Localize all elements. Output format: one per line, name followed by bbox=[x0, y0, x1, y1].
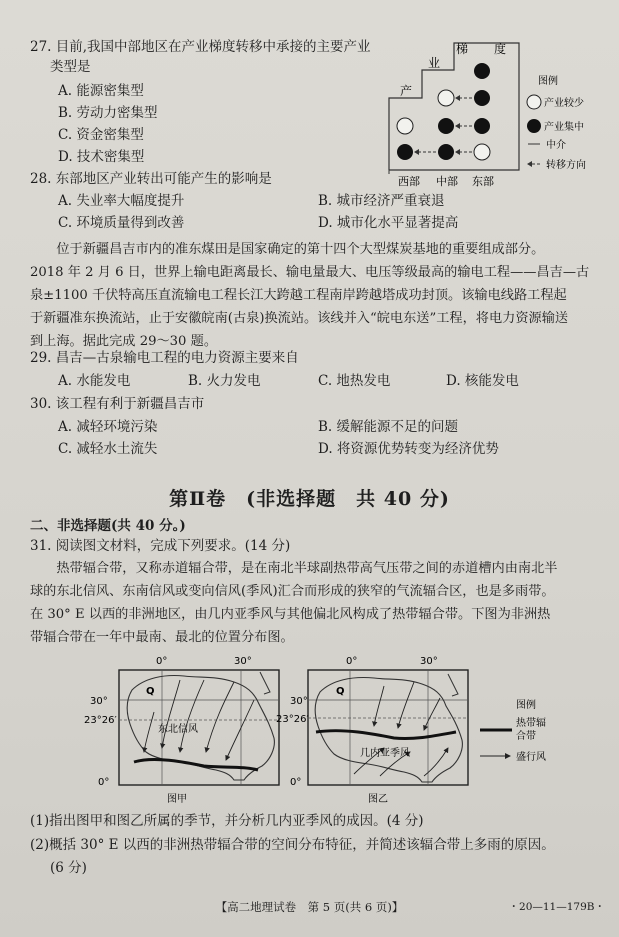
circle-central-1 bbox=[438, 90, 454, 106]
q29-option-a: A. 水能发电 bbox=[58, 373, 131, 389]
page-code: ・20—11—179B・ bbox=[508, 901, 605, 913]
passage-line: 球的东北信风、东南信风或变向信风(季风)汇合而形成的狭窄的气流辐合区，也是多雨带。 bbox=[30, 584, 555, 599]
maps-legend bbox=[480, 698, 546, 763]
map-jia bbox=[84, 656, 279, 805]
part2-header: 第Ⅱ卷 (非选择题 共 40 分) bbox=[169, 488, 450, 510]
q31-sub1: (1)指出图甲和图乙所属的季节，并分析几内亚季风的成因。(4 分) bbox=[30, 813, 424, 829]
q30-option-d: D. 将资源优势转变为经济优势 bbox=[318, 441, 499, 457]
map2-lat30: 30° bbox=[290, 696, 308, 707]
region-west: 西部 bbox=[398, 175, 420, 188]
map1-caption: 图甲 bbox=[167, 794, 187, 805]
passage-line: 在 30° E 以西的非洲地区，由几内亚季风与其他偏北风构成了热带辐合带。下图为非洲热 bbox=[30, 607, 551, 622]
map2-caption: 图乙 bbox=[368, 794, 388, 805]
legend-wind-label: 盛行风 bbox=[516, 752, 546, 763]
map1-lon0: 0° bbox=[156, 656, 168, 667]
circle-west-lower bbox=[397, 144, 413, 160]
map2-lat2326: 23°26′ bbox=[276, 714, 309, 725]
map1-lat30: 30° bbox=[90, 696, 108, 707]
map1-q-label: Q bbox=[146, 686, 155, 697]
legend-mid-label: 中介 bbox=[546, 140, 566, 151]
legend-arrow-label: 转移方向 bbox=[546, 160, 586, 171]
legend-few-label: 产业较少 bbox=[544, 98, 584, 109]
diagram-char-2: 业 bbox=[428, 56, 441, 70]
diagram-char-4: 度 bbox=[494, 42, 507, 56]
q31-stem: 31. 阅读图文材料，完成下列要求。(14 分) bbox=[30, 538, 291, 554]
q27-option-b: B. 劳动力密集型 bbox=[58, 105, 158, 121]
map2-itcz-line bbox=[316, 731, 456, 739]
legend-cluster-label: 产业集中 bbox=[544, 122, 584, 133]
q27-option-a: A. 能源密集型 bbox=[58, 83, 144, 99]
region-east: 东部 bbox=[472, 175, 494, 188]
map2-q-label: Q bbox=[336, 686, 345, 697]
circle-central-3 bbox=[438, 144, 454, 160]
q28-option-a: A. 失业率大幅度提升 bbox=[58, 193, 185, 209]
q28-option-c: C. 环境质量得到改善 bbox=[58, 215, 185, 231]
legend-itcz-label-2: 合带 bbox=[516, 731, 536, 742]
legend-few-icon bbox=[527, 95, 541, 109]
passage-29-30 bbox=[30, 238, 608, 353]
diagram1-legend-title: 图例 bbox=[538, 76, 558, 87]
circle-east-2 bbox=[474, 90, 490, 106]
q28-option-d: D. 城市化水平显著提高 bbox=[318, 215, 459, 231]
q27-stem: 27. 目前,我国中部地区在产业梯度转移中承接的主要产业 bbox=[30, 39, 371, 55]
section2-title: 二、非选择题(共 40 分。) bbox=[30, 518, 186, 534]
q29-stem: 29. 昌吉—古泉输电工程的电力资源主要来自 bbox=[30, 350, 299, 366]
q29-option-b: B. 火力发电 bbox=[188, 373, 261, 389]
q27-option-d: D. 技术密集型 bbox=[58, 149, 145, 165]
passage-line: 带辐合带在一年中最南、最北的位置分布图。 bbox=[30, 630, 294, 645]
passage-line: 泉±1100 千伏特高压直流输电工程长江大跨越工程南岸跨越塔成功封顶。该输电线路工程起 bbox=[30, 288, 567, 303]
map2-lon0: 0° bbox=[346, 656, 358, 667]
circle-east-3 bbox=[474, 118, 490, 134]
map2-wind-label: 几内亚季风 bbox=[360, 748, 410, 759]
map1-lon30: 30° bbox=[234, 656, 252, 667]
map-yi bbox=[276, 656, 468, 805]
q29-option-d: D. 核能发电 bbox=[446, 373, 519, 389]
q28-option-b: B. 城市经济严重衰退 bbox=[318, 193, 445, 209]
q30-option-b: B. 缓解能源不足的问题 bbox=[318, 419, 459, 435]
map1-lat0: 0° bbox=[98, 777, 110, 788]
industry-gradient-diagram bbox=[384, 38, 614, 188]
passage-line: 热带辐合带，又称赤道辐合带，是在南北半球副热带高气压带之间的赤道槽内由南北半 bbox=[30, 561, 558, 576]
q31-sub2-points: (6 分) bbox=[50, 860, 87, 876]
map1-itcz-line bbox=[134, 759, 258, 770]
q30-option-c: C. 减轻水土流失 bbox=[58, 441, 158, 457]
q30-option-a: A. 减轻环境污染 bbox=[58, 419, 158, 435]
q30-stem: 30. 该工程有利于新疆昌吉市 bbox=[30, 396, 205, 412]
passage-line: 于新疆准东换流站，止于安徽皖南(古泉)换流站。该线并入“皖电东送”工程，将电力资源输送 bbox=[30, 311, 569, 326]
passage-line: 2018 年 2 月 6 日，世界上输电距离最长、输电量最大、电压等级最高的输电工程——昌吉—古 bbox=[30, 265, 590, 280]
map2-lat0: 0° bbox=[290, 777, 302, 788]
diagram-char-3: 梯 bbox=[456, 42, 469, 56]
map1-lat2326: 23°26′ bbox=[84, 715, 117, 726]
passage-line: 位于新疆昌吉市内的准东煤田是国家确定的第十四个大型煤炭基地的重要组成部分。 bbox=[30, 242, 545, 257]
circle-east-4 bbox=[474, 144, 490, 160]
q27-option-c: C. 资金密集型 bbox=[58, 127, 144, 143]
legend-cluster-icon bbox=[527, 119, 541, 133]
africa-itcz-maps bbox=[84, 652, 584, 807]
q29-option-c: C. 地热发电 bbox=[318, 373, 391, 389]
circle-east-1 bbox=[474, 63, 490, 79]
region-central: 中部 bbox=[436, 175, 458, 188]
circle-central-2 bbox=[438, 118, 454, 134]
q31-sub2: (2)概括 30° E 以西的非洲热带辐合带的空间分布特征，并简述该辐合带上多雨的原因。 bbox=[30, 837, 555, 853]
q31-passage bbox=[30, 557, 608, 649]
maps-legend-title: 图例 bbox=[516, 700, 536, 711]
legend-itcz-label-1: 热带辐 bbox=[516, 718, 546, 729]
circle-west-upper bbox=[397, 118, 413, 134]
q28-stem: 28. 东部地区产业转出可能产生的影响是 bbox=[30, 171, 272, 187]
q27-stem-cont: 类型是 bbox=[50, 59, 91, 75]
map1-wind-label: 东北信风 bbox=[158, 724, 198, 735]
page-footer: 【高二地理试卷 第 5 页(共 6 页)】 bbox=[215, 900, 404, 914]
map2-lon30: 30° bbox=[420, 656, 438, 667]
passage-line: 到上海。据此完成 29～30 题。 bbox=[30, 334, 218, 349]
diagram-char-1: 产 bbox=[400, 84, 413, 98]
